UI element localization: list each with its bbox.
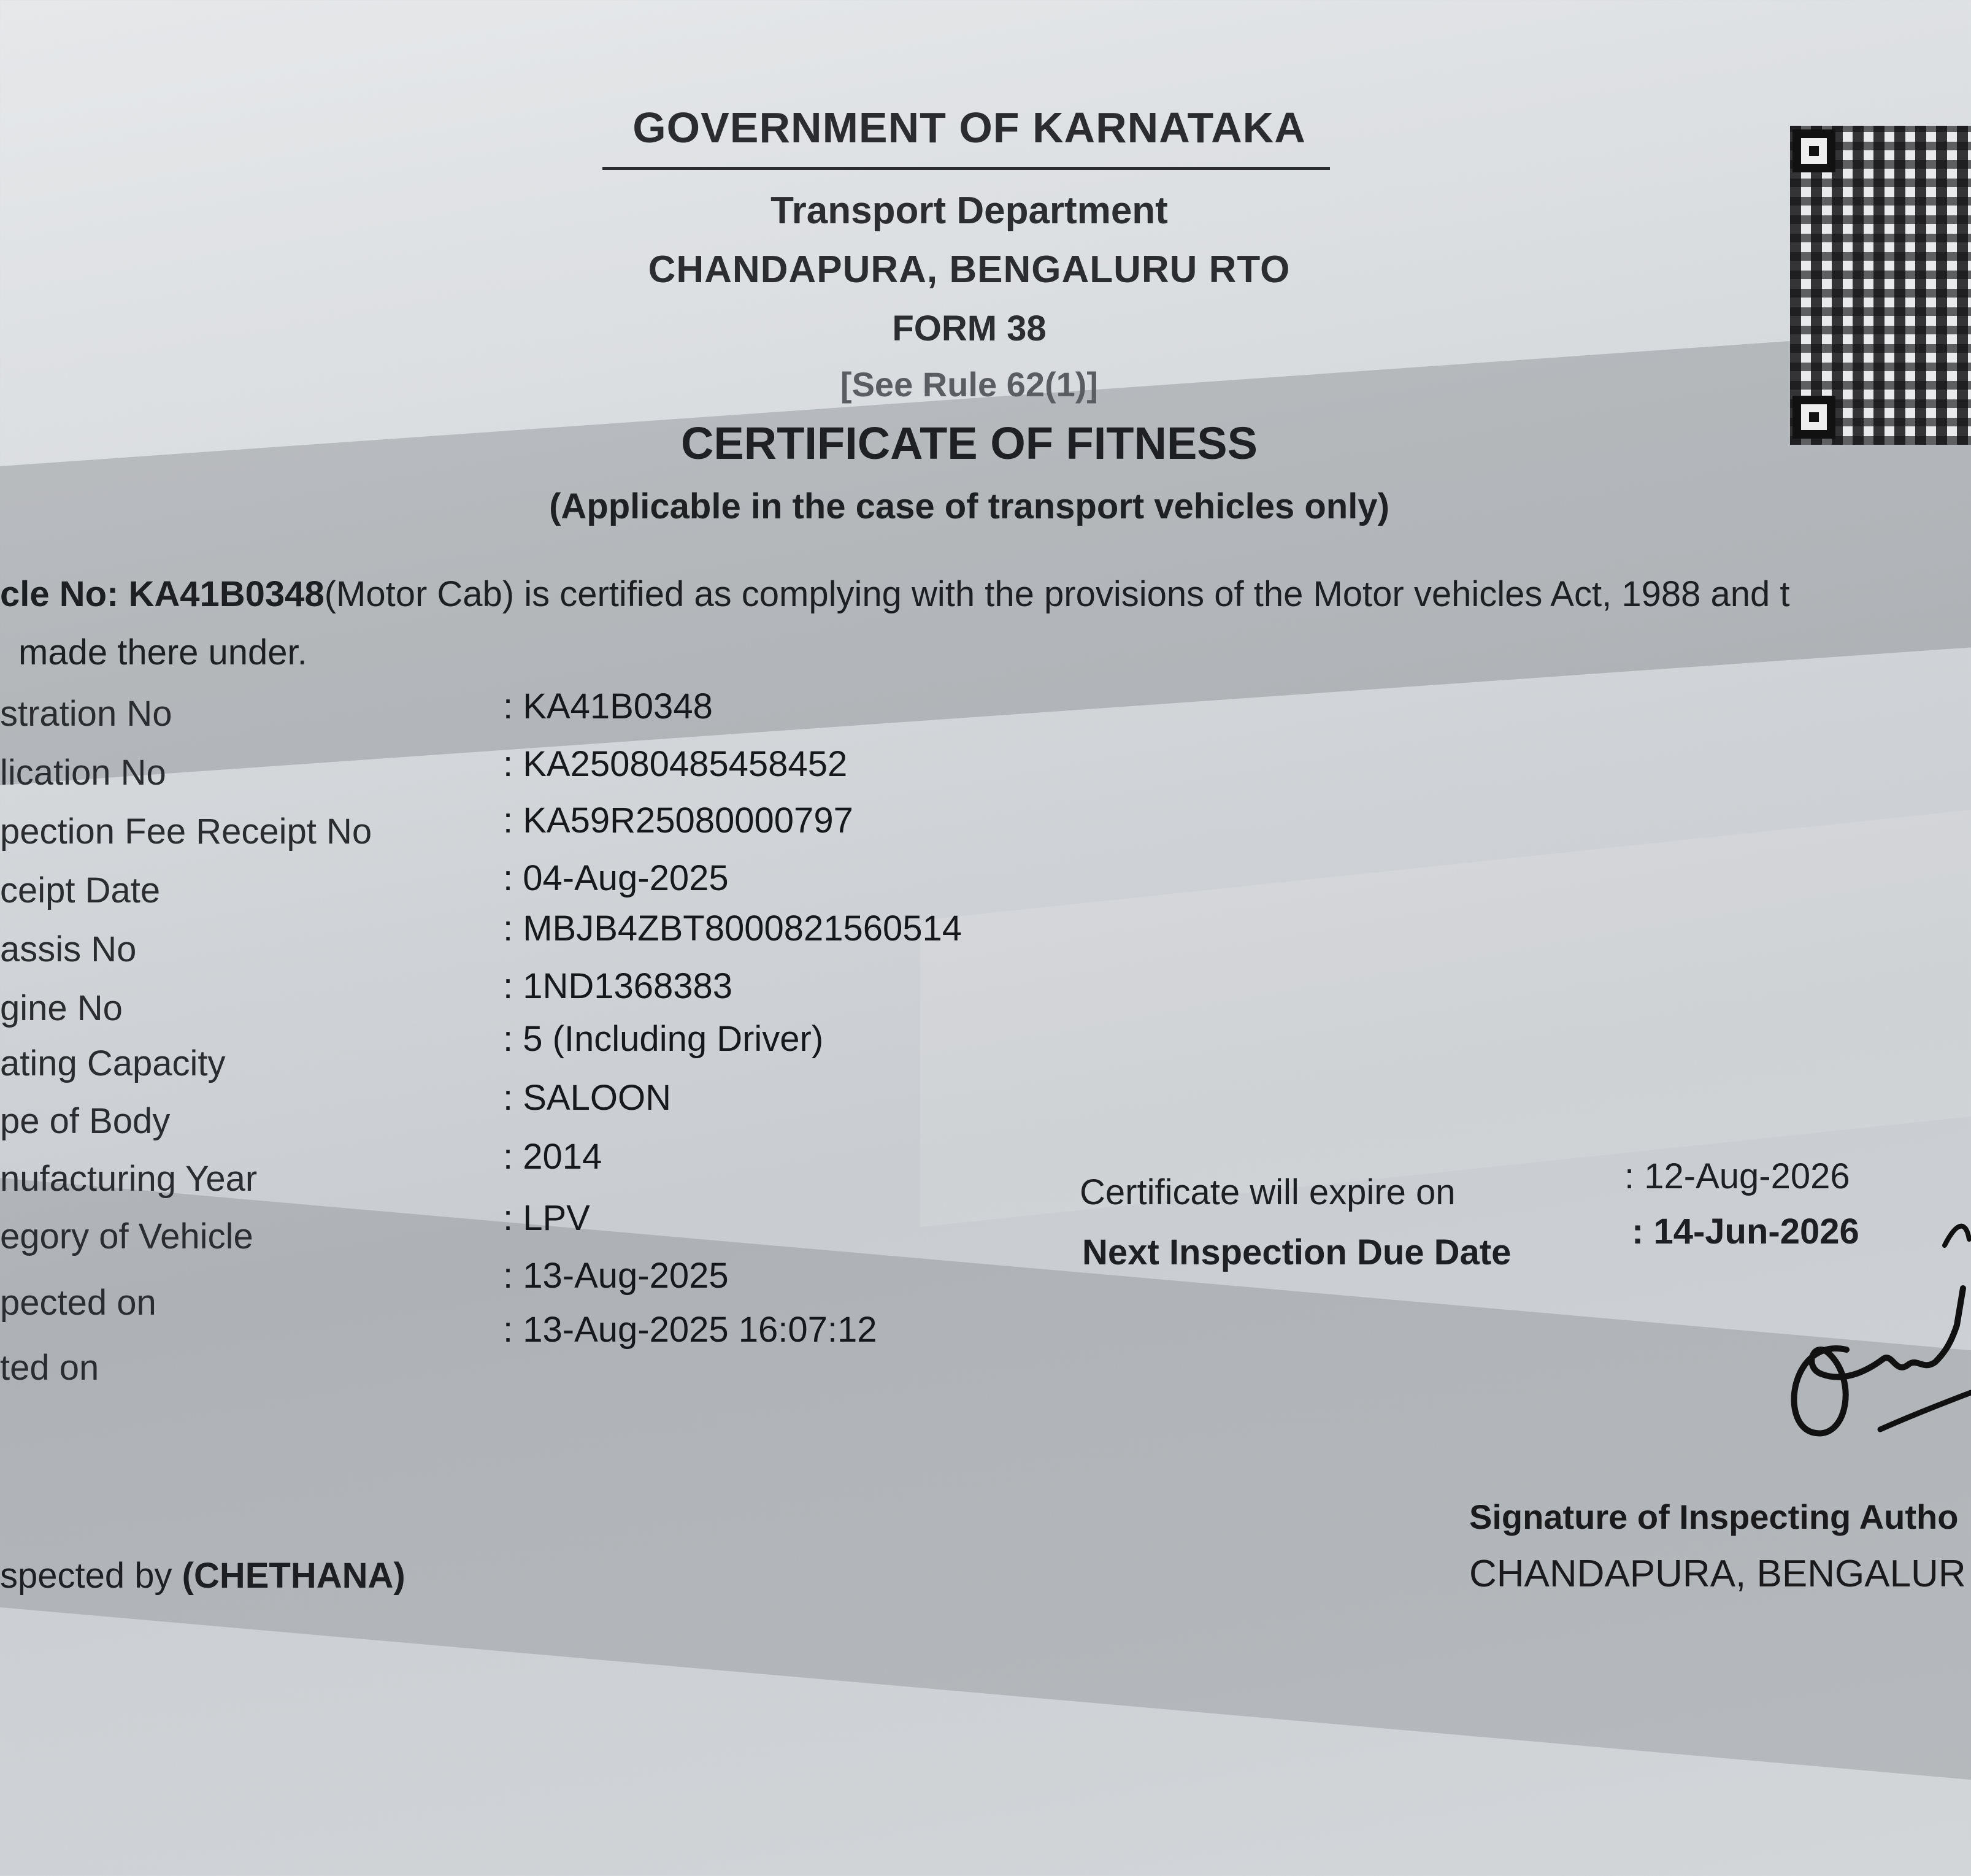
signature-icon [1754, 1221, 1971, 1478]
certification-statement-line2: made there under. [18, 632, 307, 672]
detail-label: nufacturing Year [0, 1159, 258, 1199]
heading-underline [602, 167, 1330, 170]
expiry-date: : 12-Aug-2026 [1624, 1156, 1850, 1197]
signature-block [1469, 1497, 1971, 1638]
qr-code-icon [1790, 126, 1971, 445]
qr-finder-icon [1792, 129, 1835, 172]
detail-label: ceipt Date [0, 871, 161, 910]
detail-label: egory of Vehicle [0, 1217, 253, 1256]
form-number: FORM 38 [892, 309, 1047, 348]
detail-value: : 5 (Including Driver) [503, 1018, 823, 1059]
department-heading: Transport Department [770, 190, 1168, 232]
detail-value: : MBJB4ZBT8000821560514 [503, 908, 962, 949]
signature-caption: Signature of Inspecting Autho [1469, 1497, 1959, 1536]
government-heading: GOVERNMENT OF KARNATAKA [632, 104, 1306, 152]
inspector-name: (CHETHANA) [182, 1556, 405, 1596]
detail-value: : 13-Aug-2025 16:07:12 [503, 1309, 877, 1350]
certificate-title: CERTIFICATE OF FITNESS [680, 418, 1258, 469]
detail-value: : SALOON [503, 1077, 671, 1118]
inspected-by [0, 1555, 405, 1596]
vehicle-no-prefix: cle No: [0, 574, 129, 614]
detail-label: pected on [0, 1283, 156, 1323]
detail-value: : 04-Aug-2025 [503, 858, 729, 899]
detail-value: : 2014 [503, 1136, 602, 1177]
next-inspection-date: : 14-Jun-2026 [1632, 1211, 1859, 1252]
detail-label: lication No [0, 753, 166, 793]
applicability-note: (Applicable in the case of transport vehicles only) [549, 486, 1389, 526]
detail-value: : KA41B0348 [503, 686, 713, 727]
detail-label: stration No [0, 694, 172, 734]
detail-value: : 1ND1368383 [503, 966, 732, 1007]
detail-label: assis No [0, 929, 137, 969]
detail-value: : LPV [503, 1197, 590, 1239]
qr-finder-icon [1792, 396, 1835, 439]
expiry-label: Certificate will expire on [1080, 1172, 1456, 1212]
detail-value: : 13-Aug-2025 [503, 1255, 729, 1296]
certification-statement [0, 574, 1789, 615]
detail-label: gine No [0, 988, 123, 1028]
detail-label: ating Capacity [0, 1044, 226, 1083]
office-heading: CHANDAPURA, BENGALURU RTO [648, 248, 1291, 291]
rule-reference: [See Rule 62(1)] [840, 365, 1099, 404]
inspected-by-label: spected by [0, 1556, 182, 1596]
detail-value: : KA59R25080000797 [503, 800, 853, 841]
detail-label: pection Fee Receipt No [0, 812, 372, 852]
vehicle-no: KA41B0348 [128, 574, 325, 614]
detail-value: : KA25080485458452 [503, 744, 847, 785]
detail-label: ted on [0, 1348, 99, 1388]
certification-text: (Motor Cab) is certified as complying with the provisions of the Motor vehicles Act, 1988 and t [324, 574, 1790, 614]
signature-office: CHANDAPURA, BENGALUR [1469, 1553, 1966, 1595]
detail-label: pe of Body [0, 1101, 171, 1141]
next-inspection-label: Next Inspection Due Date [1082, 1232, 1512, 1272]
